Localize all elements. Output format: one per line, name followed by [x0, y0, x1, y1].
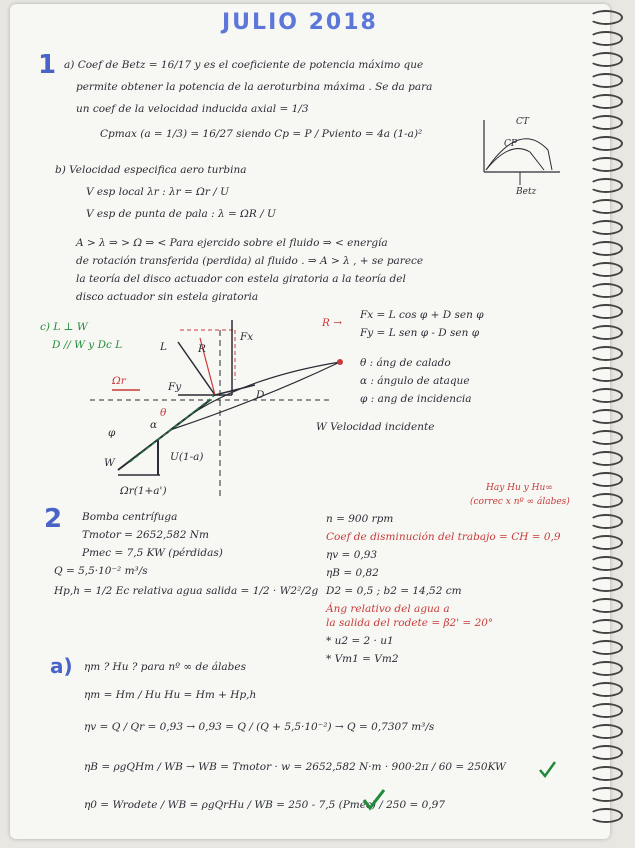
sec2-line-4: Q = 5,5·10⁻² m³/s: [54, 565, 148, 577]
sec1-line-a4: Cpmax (a = 1/3) = 16/27 siendo Cp = P / Pviento = 4a (1-a)²: [100, 128, 423, 140]
sec2a-line-4: ηB = ρgQHm / WB → WB = Tmotor · w = 2652,582 N·m · 900·2π / 60 = 250KW: [84, 761, 506, 773]
graph-betz-label: Betz: [516, 187, 537, 197]
sec2a-line-2: ηm = Hm / Hu Hu = Hm + Hp,h: [84, 689, 257, 701]
sec2-right-1: n = 900 rpm: [326, 513, 394, 525]
diagram-L: L: [160, 341, 167, 353]
sec2-right-9: * Vm1 = Vm2: [326, 653, 399, 665]
diagram-phi: φ: [108, 427, 116, 439]
diagram-Fx: Fx: [240, 331, 254, 343]
diagram-D: D: [256, 389, 265, 401]
sec2-right-4: ηB = 0,82: [326, 567, 379, 579]
sec2-right-8: * u2 = 2 · u1: [326, 635, 394, 647]
sec2-right-2: Coef de disminución del trabajo = CH = 0,9: [326, 531, 561, 543]
diagram-R: R: [198, 343, 206, 355]
page-title: JULIO 2018: [222, 10, 378, 35]
sec2-note-1: Hay Hu y Hu∞: [486, 483, 553, 493]
sec2-note-2: (correc x nº ∞ álabes): [470, 497, 570, 507]
sec1-line-b2: V esp local λr : λr = Ωr / U: [86, 186, 229, 198]
sec1-line-b3: V esp de punta de pala : λ = ΩR / U: [86, 208, 276, 220]
legend-theta: θ : áng de calado: [360, 357, 451, 369]
sec1-line-b4: A > λ ⇒ > Ω ⇒ < Para ejercido sobre el fluido ⇒ < energía: [76, 237, 388, 249]
sec2-line-1: Bomba centrífuga: [82, 511, 178, 523]
sec2a-line-3: ηv = Q / Qr = 0,93 → 0,93 = Q / (Q + 5,5·10⁻²) → Q = 0,7307 m³/s: [84, 721, 435, 733]
diagram-W: W: [104, 457, 115, 469]
force-R-label: R →: [322, 317, 343, 329]
section-1-number: 1: [38, 50, 57, 80]
check-icon: [540, 762, 555, 776]
sec2-right-5: D2 = 0,5 ; b2 = 14,52 cm: [326, 585, 462, 597]
sec1-line-b7: disco actuador sin estela giratoria: [76, 291, 259, 303]
sec2a-line-1: ηm ? Hu ? para nº ∞ de álabes: [84, 661, 246, 673]
force-fx-formula: Fx = L cos φ + D sen φ: [360, 309, 484, 321]
section-2-number: 2: [44, 504, 63, 534]
diagram-omega-r: Ωr: [112, 375, 126, 387]
graph-cp-label: CP: [504, 139, 517, 149]
diagram-Fy: Fy: [168, 381, 182, 393]
legend-W: W Velocidad incidente: [316, 421, 435, 433]
sec2-line-2: Tmotor = 2652,582 Nm: [82, 529, 209, 541]
legend-phi: φ : ang de incidencia: [360, 393, 472, 405]
legend-alpha: α : ángulo de ataque: [360, 375, 470, 387]
graph-ct-label: CT: [516, 117, 529, 127]
sec1-line-a1: a) Coef de Betz = 16/17 y es el coeficiente de potencia máximo que: [64, 59, 424, 71]
sec2-right-7: la salida del rodete = β2' = 20°: [326, 617, 494, 629]
force-fy-formula: Fy = L sen φ - D sen φ: [360, 327, 480, 339]
sec2-line-3: Pmec = 7,5 KW (pérdidas): [82, 547, 223, 559]
diagram-theta: θ: [160, 407, 167, 419]
section-2a-label: a): [50, 654, 73, 678]
diagram-U: U(1-a): [170, 451, 204, 463]
sec1-line-c2: D // W y Dc L: [52, 339, 123, 351]
diagram-alpha: α: [150, 419, 158, 431]
sec1-line-b5: de rotación transferida (perdida) al fluido . ⇒ A > λ , + se parece: [76, 255, 424, 267]
sec1-line-a3: un coef de la velocidad inducida axial = 1/3: [76, 103, 309, 115]
sec1-line-a2: permite obtener la potencia de la aeroturbina máxima . Se da para: [76, 81, 433, 93]
check-icon: [364, 790, 384, 808]
sec2-right-6: Áng relativo del agua a: [326, 603, 450, 615]
sec1-line-c1: c) L ⊥ W: [40, 321, 88, 333]
sec2-right-3: ηv = 0,93: [326, 549, 378, 561]
sec2a-line-5: η0 = Wrodete / WB = ρgQrHu / WB = 250 - 7,5 (Pmec) / 250 = 0,97: [84, 799, 446, 811]
sec1-line-b6: la teoría del disco actuador con estela giratoria a la teoría del: [76, 273, 406, 285]
diagram-omega-r-1a: Ωr(1+a'): [120, 485, 167, 497]
sec1-line-b1: b) Velocidad especifica aero turbina: [55, 164, 247, 176]
sec2-line-5: Hp,h = 1/2 Ec relativa agua salida = 1/2 · W2²/2g: [54, 585, 319, 597]
